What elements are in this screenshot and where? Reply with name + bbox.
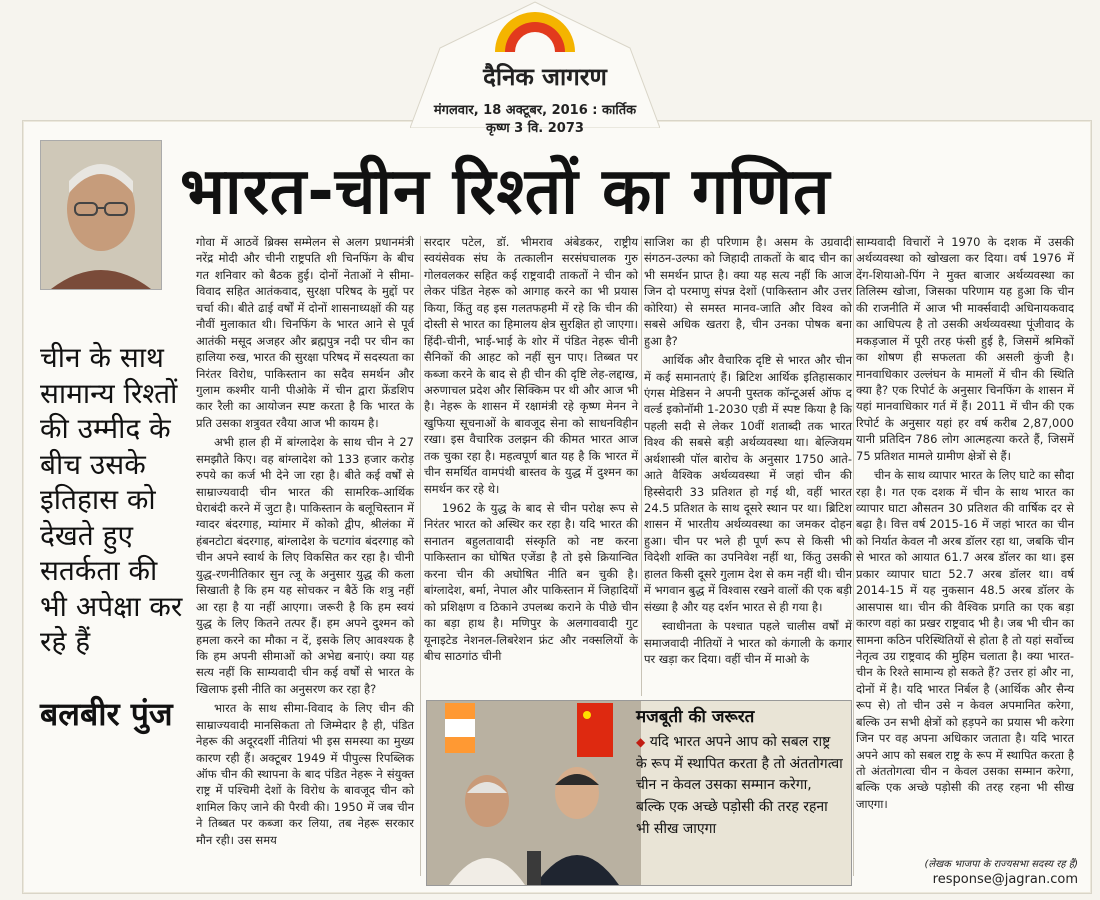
dateline: मंगलवार, 18 अक्टूबर, 2016 : कार्तिक कृष्ण 3 वि. 2073 <box>433 103 637 136</box>
column-divider <box>641 236 642 696</box>
article-headline: भारत-चीन रिश्तों का गणित <box>180 155 831 229</box>
diamond-bullet-icon: ◆ <box>636 735 646 749</box>
article-column-2 <box>424 234 638 667</box>
author-byline: बलबीर पुंज <box>40 695 173 733</box>
response-email: response@jagran.com <box>932 872 1078 887</box>
column-divider <box>420 236 421 876</box>
author-note: (लेखक भाजपा के राज्यसभा सदस्य रह हैं) <box>924 859 1078 870</box>
pull-quote: चीन के साथ सामान्य रिश्तों की उम्मीद के बीच उसके इतिहास को देखते हुए सतर्कता की भी अपेक्षा कर रहे हैं <box>40 341 183 659</box>
paragraph: भारत के साथ सीमा-विवाद के लिए चीन की साम्राज्यवादी मानसिकता तो जिम्मेदार है ही, पंडित नेहरू की अदूरदर्शी नीतियां भी इस समस्या का मुख्य कारण रही हैं। अक्टूबर 1949 में पीपुल्स रिपब्लिक ऑफ चीन की स्थापना के बाद पंडित नेहरू ने संयुक्त राष्ट्र में पश्चिमी देशों के विरोध के बावजूद चीन को शामिल किए जाने की पैरवी की। 1950 में जब चीन ने तिब्बत पर कब्जा कर लिया, तब नेहरू सरकार मौन रही। उस समय <box>196 701 414 847</box>
paragraph: गोवा में आठवें ब्रिक्स सम्मेलन से अलग प्रधानमंत्री नरेंद्र मोदी और चीनी राष्ट्रपति शी चिनफिंग के बीच गत शनिवार को बैठक हुई। दोनों नेताओं ने सीमा-विवाद सहित आतंकवाद, सुरक्षा परिषद के मुद्दों पर चर्चा की। बीते ढाई वर्षों में दोनों शासनाध्यक्षों की यह नौवीं मुलाकात थी। चिनफिंग के भारत आने से पूर्व आतंकी मसूद अजहर और ब्रह्मपुत्र नदी पर चीन का हालिया रुख, भारत की सुरक्षा परिषद में सदस्यता का निरंतर विरोध, पाकिस्तान का सदैव समर्थन और गुलाम कश्मीर यानी पीओके में चीन द्वारा फ्रेंडशिप कार रैली का आयोजन स्पष्ट करता है कि भारत के प्रति उसका शत्रुवत रवैया आज भी कायम है। <box>196 235 414 430</box>
paragraph: स्वाधीनता के पश्चात पहले चालीस वर्षों में समाजवादी नीतियों ने भारत को कंगाली के कगार पर खड़ा कर दिया। वहीं चीन में माओ के <box>644 619 852 666</box>
paragraph: आर्थिक और वैचारिक दृष्टि से भारत और चीन में कई समानताएं हैं। ब्रिटिश आर्थिक इतिहासकार एंगस मेडिसन ने अपनी पुस्तक कॉन्टूअर्स ऑफ द वर्ल्ड इकोनॉमी 1-2030 एडी में स्पष्ट किया है कि पहली सदी से लेकर 10वीं शताब्दी तक भारत विश्व की सबसे बड़ी अर्थव्यवस्था था। बेल्जियम अर्थशास्त्री पॉल बारोच के अनुसार 1750 आते-आते वैश्विक अर्थव्यवस्था में जहां चीन की हिस्सेदारी 33 प्रतिशत हो गई थी, वहीं भारत 24.5 प्रतिशत के साथ दूसरे स्थान पर था। ब्रिटिश शासन में भारतीय अर्थव्यवस्था का जमकर दोहन हुआ। चीन पर भले ही पूर्ण रूप से किसी भी विदेशी शक्ति का उपनिवेश नहीं था, किंतु उसकी हालत किसी दूसरे गुलाम देश से कम नहीं थी। चीन में भगवान बुद्ध में विश्वास रखने वालों की एक बड़ी संख्या है और यह दर्शन भारत से ही गया है। <box>644 353 852 614</box>
column-divider <box>853 236 854 876</box>
paragraph: चीन के साथ व्यापार भारत के लिए घाटे का सौदा रहा है। गत एक दशक में चीन के साथ भारत का व्यापार घाटा औसतन 30 प्रतिशत की वार्षिक दर से बढ़ा है। वित्त वर्ष 2015-16 में जहां भारत का चीन को निर्यात केवल नौ अरब डॉलर रहा था, जबकि चीन से भारत को आयात 61.7 अरब डॉलर का था। इस प्रकार व्यापार घाटा 52.7 अरब डॉलर था। वर्ष 2014-15 में यह नुकसान 48.5 अरब डॉलर के आसपास था। चीन की वैश्विक प्रगति का एक बड़ा कारण वहां का प्रखर राष्ट्रवाद भी है। जब भी चीन का सामना कठिन परिस्थितियों से होता है तो यहां सर्वोच्च नेतृत्व उग्र राष्ट्रवाद की मुहिम चलाता है। क्या भारत-चीन के रिश्ते सामान्य हो सकते हैं? उत्तर हां और ना, दोनों में है। यदि भारत निर्बल है (आर्थिक और सैन्य रूप से) तो चीन उसे न केवल अपमानित करेगा, बल्कि उन सभी क्षेत्रों को हड़पने का प्रयास भी करेगा जिन पर वह अपना अधिकार जताता है। यदि भारत अपने आप को सबल राष्ट्र के रूप में स्थापित करता है तो अंततोगत्वा चीन न केवल उसका सम्मान करेगा, बल्कि एक अच्छे पड़ोसी की तरह रहना भी सीख जाएगा। <box>856 468 1074 811</box>
article-column-3 <box>644 234 852 670</box>
modi-xi-photo-icon <box>427 701 641 885</box>
paragraph: 1962 के युद्ध के बाद से चीन परोक्ष रूप से निरंतर भारत को अस्थिर कर रहा है। यदि भारत की सनातन बहुलतावादी संस्कृति को नष्ट करना पाकिस्तान का घोषित एजेंडा है तो इसे क्रियान्वित करना चीन की अघोषित नीति बन चुकी है। बांग्लादेश, बर्मा, नेपाल और पाकिस्तान में जिहादियों को प्रशिक्षण व ठिकाने उपलब्ध कराने के पीछे चीन का बड़ा हाथ है। मणिपुर के अलगाववादी गुट यूनाइटेड नेशनल-लिबरेशन फ्रंट और नक्सलियों के बीच साठगांठ चीनी <box>424 501 638 663</box>
sidebar-text <box>636 732 844 840</box>
paragraph: साजिश का ही परिणाम है। असम के उग्रवादी संगठन-उल्फा को जिहादी ताकतों के बाद चीन का भी समर्थन प्राप्त है। क्या यह सत्य नहीं कि आज जिन दो परमाणु संपन्न देशों (पाकिस्तान और उत्तर कोरिया) से समस्त मानव-जाति और विश्व को सबसे अधिक खतरा है, चीन उनका पोषक बना हुआ है? <box>644 235 852 348</box>
paragraph: अभी हाल ही में बांग्लादेश के साथ चीन ने 27 समझौते किए। वह बांग्लादेश को 133 हजार करोड़ रुपये का कर्ज भी देने जा रहा है। बीते कई वर्षों से साम्राज्यवादी चीन भारत की सामरिक-आर्थिक घेराबंदी करने में जुटा है। पाकिस्तान के बलूचिस्तान में ग्वादर बंदरगाह, म्यांमार में कोको द्वीप, श्रीलंका में हंबनटोटा बंदरगाह, बांग्लादेश के चटगांव बंदरगाह को चीन अपने स्वार्थ के लिए विकसित कर रहा है। चीनी युद्ध-रणनीतिकार सुन त्जू के अनुसार युद्ध की कला सिखाती है कि हम यह सोचकर न बैठें कि शत्रु नहीं आ रहा है या नहीं आएगा। जरूरी है कि हम स्वयं युद्ध के लिए कितने तत्पर हैं। हम अपने दुश्मन को हमला करने का मौका न दें, इसके लिए आवश्यक है कि हम अपनी सीमाओं को अभेद्य बनाएं। क्या यह सत्य नहीं कि साम्यवादी चीन कई वर्षों से भारत के खिलाफ इसी नीति का अनुसरण कर रहा है? <box>196 435 414 696</box>
masthead-name: दैनिक जागरण <box>483 62 607 91</box>
author-photo <box>40 140 162 290</box>
article-column-1 <box>196 234 414 851</box>
article-column-4 <box>856 234 1074 815</box>
sidebar-title: मजबूती की जरूरत <box>636 707 755 727</box>
author-portrait-icon <box>41 141 161 289</box>
sidebar-body: यदि भारत अपने आप को सबल राष्ट्र के रूप में स्थापित करता है तो अंततोगत्वा चीन न केवल उसका सम्मान करेगा, बल्कि एक अच्छे पड़ोसी की तरह रहना भी सीख जाएगा <box>636 734 843 837</box>
paragraph: सरदार पटेल, डॉ. भीमराव अंबेडकर, राष्ट्रीय स्वयंसेवक संघ के तत्कालीन सरसंघचालक गुरु गोलवलकर सहित कई राष्ट्रवादी ताकतों ने चीन को लेकर पंडित नेहरू को आगाह करने का भी प्रयास किया, किंतु वह इस गलतफहमी में रहे कि चीन की दोस्ती से भारत का हिमालय क्षेत्र सुरक्षित हो जाएगा। हिंदी-चीनी, भाई-भाई के शोर में पंडित नेहरू चीनी सैनिकों की आहट को नहीं सुन पाए। तिब्बत पर कब्जा करने के बाद से ही चीन की दृष्टि लेह-लद्दाख, अरुणाचल प्रदेश और सिक्किम पर थी और आज भी है। नेहरू के शासन में रक्षामंत्री रहे कृष्ण मेनन ने खुफिया सूचनाओं के बावजूद सेना को साधनविहीन रखा। इस वैचारिक उलझन की कीमत भारत आज तक चुका रहा है। महत्वपूर्ण बात यह है कि भारत में चीन समर्थित वामपंथी बास्तव के युद्ध में दुश्मन का समर्थन कर रहे थे। <box>424 235 638 496</box>
paragraph: साम्यवादी विचारों ने 1970 के दशक में उसकी अर्थव्यवस्था को खोखला कर दिया। वर्ष 1976 में देंग-शियाओ-पिंग ने मुक्त बाजार अर्थव्यवस्था का तिलिस्म खोजा, जिसका परिणाम यह हुआ कि चीन की राजनीति में आज भी मार्क्सवादी अधिनायकवाद का आधिपत्य है तो उसकी अर्थव्यवस्था पूंजीवाद के मकड़जाल में पूरी तरह फंसी हुई है, जिसमें श्रमिकों का शोषण ही सफलता की असली कुंजी है। मानवाधिकार उल्लंघन के मामलों में चीन की स्थिति क्या है? एक रिपोर्ट के अनुसार चिनफिंग के शासन में यहां मानवाधिकार गर्त में हैं। 2011 में चीन की एक रिपोर्ट के अनुसार यहां हर वर्ष करीब 2,87,000 यानी प्रतिदिन 786 लोग आत्महत्या करते हैं, जिसमें 75 प्रतिशत मामले ग्रामीण क्षेत्रों से हैं। <box>856 235 1074 463</box>
